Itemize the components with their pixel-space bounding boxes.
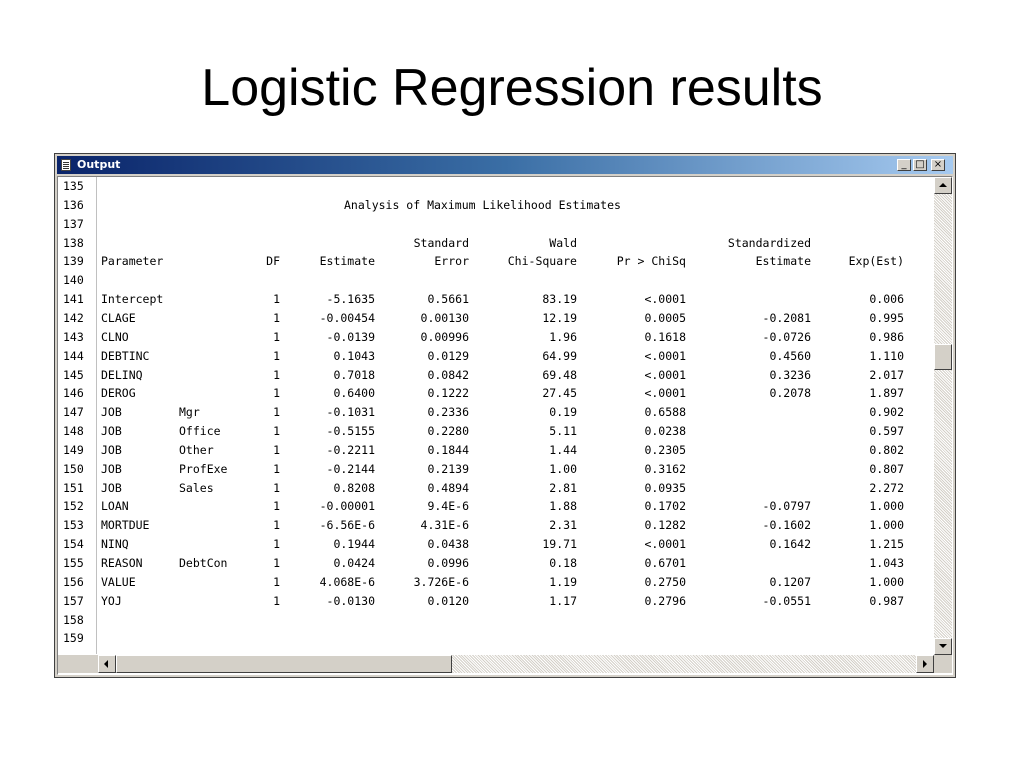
cell-chisq: 1.44 bbox=[549, 442, 577, 457]
table-row bbox=[58, 366, 934, 385]
scroll-up-button[interactable] bbox=[934, 177, 952, 194]
table-row bbox=[58, 573, 934, 592]
line-number: 149 bbox=[63, 442, 84, 457]
line-number: 155 bbox=[63, 556, 84, 570]
cell-parameter: DEROG bbox=[101, 386, 136, 401]
header-stderr: Error bbox=[434, 254, 469, 269]
table-row bbox=[58, 479, 934, 498]
cell-chisq: 12.19 bbox=[542, 310, 577, 325]
cell-estimate: -0.2144 bbox=[326, 461, 375, 476]
cell-exp: 1.043 bbox=[869, 556, 904, 570]
cell-chisq: 5.11 bbox=[549, 424, 577, 439]
cell-df: 1 bbox=[273, 574, 280, 589]
cell-df: 1 bbox=[273, 480, 280, 495]
table-row bbox=[58, 497, 934, 516]
line-number: 145 bbox=[63, 367, 84, 382]
cell-estimate: 0.0424 bbox=[333, 556, 375, 570]
cell-level: ProfExe bbox=[179, 461, 228, 476]
scroll-down-button[interactable] bbox=[934, 638, 952, 655]
cell-std-est: -0.0726 bbox=[762, 329, 811, 344]
cell-parameter: CLAGE bbox=[101, 310, 136, 325]
cell-stderr: 0.2139 bbox=[427, 461, 469, 476]
cell-estimate: 0.1043 bbox=[333, 348, 375, 363]
output-line bbox=[58, 234, 934, 253]
line-number: 140 bbox=[63, 273, 84, 288]
table-row bbox=[58, 290, 934, 309]
table-row bbox=[58, 403, 934, 422]
cell-std-est: 0.2078 bbox=[769, 386, 811, 401]
cell-exp: 1.000 bbox=[869, 499, 904, 514]
cell-exp: 2.272 bbox=[869, 480, 904, 495]
line-number: 147 bbox=[63, 405, 84, 420]
line-number: 139 bbox=[63, 254, 84, 269]
cell-std-est: -0.0797 bbox=[762, 499, 811, 514]
cell-chisq: 0.19 bbox=[549, 405, 577, 420]
cell-chisq: 2.81 bbox=[549, 480, 577, 495]
cell-p: 0.0005 bbox=[644, 310, 686, 325]
cell-parameter: JOB bbox=[101, 424, 122, 439]
cell-stderr: 0.0438 bbox=[427, 537, 469, 552]
cell-std-est: 0.1207 bbox=[769, 574, 811, 589]
output-line bbox=[58, 215, 934, 234]
cell-stderr: 0.00130 bbox=[420, 310, 469, 325]
cell-parameter: JOB bbox=[101, 480, 122, 495]
header-top-std-est: Standardized bbox=[727, 235, 811, 250]
line-number: 143 bbox=[63, 329, 84, 344]
table-row bbox=[58, 554, 934, 573]
cell-level: DebtCon bbox=[179, 556, 228, 570]
slide-title: Logistic Regression results bbox=[201, 59, 823, 117]
minimize-button[interactable]: _ bbox=[897, 159, 911, 171]
arrow-right-icon bbox=[923, 660, 927, 668]
cell-estimate: 4.068E-6 bbox=[319, 574, 375, 589]
output-line bbox=[58, 611, 934, 630]
scrollbar-corner bbox=[934, 655, 952, 673]
cell-exp: 1.897 bbox=[869, 386, 904, 401]
cell-estimate: -0.0139 bbox=[326, 329, 375, 344]
cell-chisq: 27.45 bbox=[542, 386, 577, 401]
cell-p: 0.6701 bbox=[644, 556, 686, 570]
vertical-scroll-thumb[interactable] bbox=[934, 344, 952, 370]
header-top-stderr: Standard bbox=[413, 235, 469, 250]
cell-exp: 0.802 bbox=[869, 442, 904, 457]
cell-estimate: 0.6400 bbox=[333, 386, 375, 401]
line-number: 144 bbox=[63, 348, 84, 363]
cell-df: 1 bbox=[273, 310, 280, 325]
cell-stderr: 0.0120 bbox=[427, 593, 469, 608]
table-row bbox=[58, 516, 934, 535]
cell-p: <.0001 bbox=[644, 348, 686, 363]
cell-estimate: -0.00001 bbox=[319, 499, 375, 514]
cell-stderr: 0.1222 bbox=[427, 386, 469, 401]
cell-stderr: 0.4894 bbox=[427, 480, 469, 495]
document-icon bbox=[61, 159, 71, 171]
cell-stderr: 0.1844 bbox=[427, 442, 469, 457]
vertical-scrollbar[interactable] bbox=[934, 177, 952, 655]
table-row bbox=[58, 422, 934, 441]
cell-parameter: NINQ bbox=[101, 537, 129, 552]
cell-stderr: 0.0996 bbox=[427, 556, 469, 570]
scroll-left-button[interactable] bbox=[98, 655, 116, 673]
horizontal-scroll-thumb[interactable] bbox=[116, 655, 452, 673]
output-line bbox=[58, 629, 934, 648]
header-estimate: Estimate bbox=[319, 254, 375, 269]
cell-exp: 0.902 bbox=[869, 405, 904, 420]
cell-df: 1 bbox=[273, 518, 280, 533]
cell-p: <.0001 bbox=[644, 292, 686, 307]
cell-p: <.0001 bbox=[644, 386, 686, 401]
cell-exp: 0.006 bbox=[869, 292, 904, 307]
header-p: Pr > ChiSq bbox=[616, 254, 686, 269]
cell-estimate: -6.56E-6 bbox=[319, 518, 375, 533]
cell-df: 1 bbox=[273, 499, 280, 514]
cell-exp: 1.000 bbox=[869, 574, 904, 589]
header-std-est: Estimate bbox=[755, 254, 811, 269]
cell-level: Sales bbox=[179, 480, 214, 495]
line-number: 159 bbox=[63, 631, 84, 646]
cell-stderr: 3.726E-6 bbox=[413, 574, 469, 589]
cell-std-est: -0.0551 bbox=[762, 593, 811, 608]
cell-p: 0.1702 bbox=[644, 499, 686, 514]
table-row bbox=[58, 347, 934, 366]
header-top-wald: Wald bbox=[549, 235, 577, 250]
cell-std-est: -0.2081 bbox=[762, 310, 811, 325]
table-title: Analysis of Maximum Likelihood Estimates bbox=[344, 197, 621, 212]
cell-chisq: 1.88 bbox=[549, 499, 577, 514]
cell-parameter: VALUE bbox=[101, 574, 136, 589]
cell-p: <.0001 bbox=[644, 367, 686, 382]
output-line bbox=[58, 196, 934, 215]
cell-parameter: JOB bbox=[101, 405, 122, 420]
output-line bbox=[58, 252, 934, 271]
cell-parameter: DEBTINC bbox=[101, 348, 150, 363]
cell-stderr: 0.00996 bbox=[420, 329, 469, 344]
cell-parameter: Intercept bbox=[101, 292, 164, 307]
cell-stderr: 0.2336 bbox=[427, 405, 469, 420]
cell-exp: 0.986 bbox=[869, 329, 904, 344]
cell-df: 1 bbox=[273, 405, 280, 420]
scroll-right-button[interactable] bbox=[916, 655, 934, 673]
cell-parameter: JOB bbox=[101, 442, 122, 457]
cell-p: 0.2750 bbox=[644, 574, 686, 589]
line-number: 150 bbox=[63, 461, 84, 476]
cell-parameter: REASON bbox=[101, 556, 143, 570]
close-button[interactable]: × bbox=[931, 159, 945, 171]
cell-parameter: DELINQ bbox=[101, 367, 143, 382]
cell-p: 0.0935 bbox=[644, 480, 686, 495]
cell-chisq: 19.71 bbox=[542, 537, 577, 552]
cell-df: 1 bbox=[273, 593, 280, 608]
arrow-down-icon bbox=[939, 644, 947, 648]
line-number: 151 bbox=[63, 480, 84, 495]
cell-estimate: -0.1031 bbox=[326, 405, 375, 420]
output-line bbox=[58, 271, 934, 290]
cell-chisq: 1.96 bbox=[549, 329, 577, 344]
cell-estimate: -0.2211 bbox=[326, 442, 375, 457]
cell-parameter: JOB bbox=[101, 461, 122, 476]
line-number: 157 bbox=[63, 593, 84, 608]
line-number: 138 bbox=[63, 235, 84, 250]
cell-stderr: 0.2280 bbox=[427, 424, 469, 439]
cell-std-est: 0.1642 bbox=[769, 537, 811, 552]
line-number: 156 bbox=[63, 574, 84, 589]
cell-parameter: MORTDUE bbox=[101, 518, 150, 533]
table-row bbox=[58, 384, 934, 403]
hscroll-gutter bbox=[58, 655, 98, 673]
cell-df: 1 bbox=[273, 367, 280, 382]
window-titlebar[interactable] bbox=[57, 156, 953, 174]
line-number: 146 bbox=[63, 386, 84, 401]
cell-estimate: 0.1944 bbox=[333, 537, 375, 552]
cell-chisq: 83.19 bbox=[542, 292, 577, 307]
cell-chisq: 1.00 bbox=[549, 461, 577, 476]
line-number: 136 bbox=[63, 197, 84, 212]
cell-df: 1 bbox=[273, 292, 280, 307]
cell-exp: 1.000 bbox=[869, 518, 904, 533]
line-number: 142 bbox=[63, 310, 84, 325]
cell-df: 1 bbox=[273, 537, 280, 552]
cell-p: 0.0238 bbox=[644, 424, 686, 439]
cell-exp: 0.995 bbox=[869, 310, 904, 325]
cell-stderr: 0.5661 bbox=[427, 292, 469, 307]
cell-level: Office bbox=[179, 424, 221, 439]
cell-exp: 0.597 bbox=[869, 424, 904, 439]
cell-std-est: 0.3236 bbox=[769, 367, 811, 382]
line-number: 141 bbox=[63, 292, 84, 307]
line-number: 154 bbox=[63, 537, 84, 552]
table-row bbox=[58, 460, 934, 479]
line-number: 148 bbox=[63, 424, 84, 439]
output-window bbox=[54, 153, 956, 678]
cell-exp: 0.807 bbox=[869, 461, 904, 476]
arrow-left-icon bbox=[104, 660, 108, 668]
cell-p: 0.2796 bbox=[644, 593, 686, 608]
cell-df: 1 bbox=[273, 329, 280, 344]
cell-exp: 2.017 bbox=[869, 367, 904, 382]
line-number: 152 bbox=[63, 499, 84, 514]
cell-exp: 1.215 bbox=[869, 537, 904, 552]
cell-exp: 0.987 bbox=[869, 593, 904, 608]
cell-std-est: -0.1602 bbox=[762, 518, 811, 533]
cell-df: 1 bbox=[273, 424, 280, 439]
cell-p: 0.1618 bbox=[644, 329, 686, 344]
header-parameter: Parameter bbox=[101, 254, 164, 269]
cell-level: Other bbox=[179, 442, 214, 457]
cell-df: 1 bbox=[273, 556, 280, 570]
cell-chisq: 0.18 bbox=[549, 556, 577, 570]
output-line bbox=[58, 177, 934, 196]
cell-df: 1 bbox=[273, 348, 280, 363]
cell-parameter: CLNO bbox=[101, 329, 129, 344]
table-row bbox=[58, 535, 934, 554]
cell-estimate: 0.8208 bbox=[333, 480, 375, 495]
cell-p: 0.3162 bbox=[644, 461, 686, 476]
table-row bbox=[58, 592, 934, 611]
cell-df: 1 bbox=[273, 442, 280, 457]
cell-stderr: 0.0842 bbox=[427, 367, 469, 382]
header-df: DF bbox=[266, 254, 280, 269]
cell-p: <.0001 bbox=[644, 537, 686, 552]
cell-chisq: 1.17 bbox=[549, 593, 577, 608]
arrow-up-icon bbox=[939, 183, 947, 187]
cell-chisq: 2.31 bbox=[549, 518, 577, 533]
line-number: 137 bbox=[63, 216, 84, 231]
header-exp: Exp(Est) bbox=[848, 254, 904, 269]
maximize-button[interactable]: □ bbox=[913, 159, 927, 171]
horizontal-scrollbar[interactable] bbox=[98, 655, 934, 673]
cell-estimate: -0.00454 bbox=[319, 310, 375, 325]
line-number: 135 bbox=[63, 179, 84, 193]
cell-p: 0.2305 bbox=[644, 442, 686, 457]
cell-estimate: -5.1635 bbox=[326, 292, 375, 307]
cell-estimate: 0.7018 bbox=[333, 367, 375, 382]
cell-df: 1 bbox=[273, 386, 280, 401]
cell-stderr: 9.4E-6 bbox=[427, 499, 469, 514]
cell-estimate: -0.0130 bbox=[326, 593, 375, 608]
cell-std-est: 0.4560 bbox=[769, 348, 811, 363]
table-row bbox=[58, 328, 934, 347]
cell-parameter: LOAN bbox=[101, 499, 129, 514]
cell-exp: 1.110 bbox=[869, 348, 904, 363]
cell-level: Mgr bbox=[179, 405, 200, 420]
line-number: 153 bbox=[63, 518, 84, 533]
cell-p: 0.1282 bbox=[644, 518, 686, 533]
line-number: 158 bbox=[63, 612, 84, 627]
table-row bbox=[58, 309, 934, 328]
cell-stderr: 4.31E-6 bbox=[420, 518, 469, 533]
cell-parameter: YOJ bbox=[101, 593, 122, 608]
table-row bbox=[58, 441, 934, 460]
cell-estimate: -0.5155 bbox=[326, 424, 375, 439]
window-title: Output bbox=[77, 158, 121, 171]
cell-chisq: 69.48 bbox=[542, 367, 577, 382]
cell-stderr: 0.0129 bbox=[427, 348, 469, 363]
cell-p: 0.6588 bbox=[644, 405, 686, 420]
cell-chisq: 64.99 bbox=[542, 348, 577, 363]
header-chisq: Chi-Square bbox=[507, 254, 577, 269]
output-content[interactable] bbox=[57, 176, 953, 675]
cell-df: 1 bbox=[273, 461, 280, 476]
cell-chisq: 1.19 bbox=[549, 574, 577, 589]
